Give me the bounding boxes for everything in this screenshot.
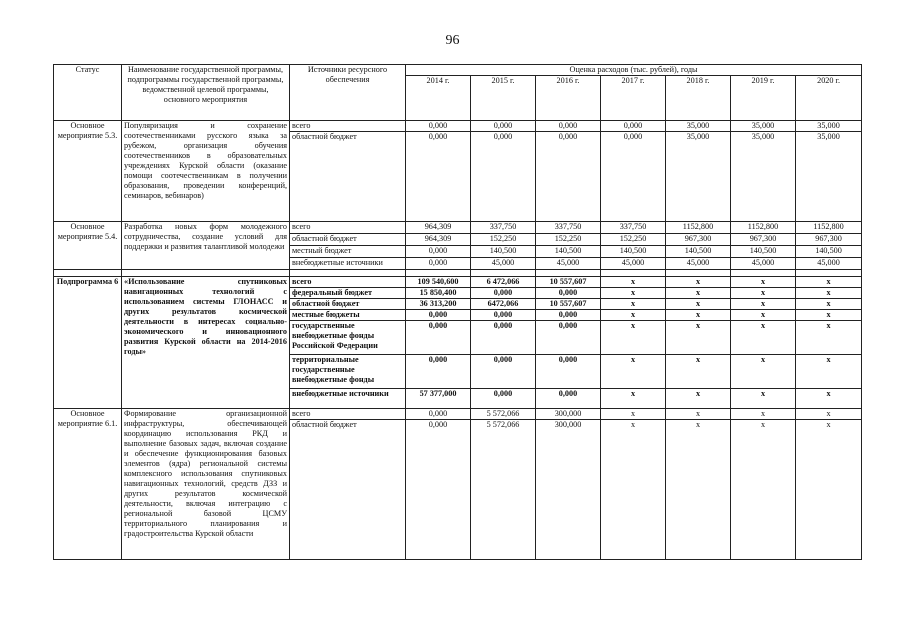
expense-value-cell: 300,000 [536, 420, 601, 560]
expense-value-cell: 35,000 [731, 121, 796, 132]
expense-value-cell: x [601, 389, 666, 409]
header-year: 2016 г. [536, 76, 601, 121]
expense-value-cell: x [666, 409, 731, 420]
spacer-cell [290, 270, 406, 277]
expense-value-cell: 152,250 [471, 234, 536, 246]
expense-value-cell: 0,000 [471, 121, 536, 132]
expense-value-cell: 0,000 [406, 355, 471, 389]
expense-value-cell: 45,000 [796, 258, 862, 270]
expense-value-cell: 36 313,200 [406, 299, 471, 310]
expense-value-cell: 152,250 [601, 234, 666, 246]
header-year: 2015 г. [471, 76, 536, 121]
expense-value-cell: 0,000 [406, 420, 471, 560]
page-number: 96 [445, 33, 460, 48]
expense-value-cell: 0,000 [601, 132, 666, 222]
expense-value-cell: 10 557,607 [536, 299, 601, 310]
spacer-cell [536, 270, 601, 277]
expense-value-cell: 0,000 [471, 389, 536, 409]
table-row [54, 222, 862, 234]
funding-source-cell: всего [290, 277, 406, 288]
expense-value-cell: 1152,800 [796, 222, 862, 234]
expense-value-cell: 45,000 [666, 258, 731, 270]
expense-value-cell: 0,000 [406, 310, 471, 321]
expense-value-cell: 1152,800 [666, 222, 731, 234]
expense-value-cell: 109 540,600 [406, 277, 471, 288]
expense-value-cell: 140,500 [666, 246, 731, 258]
expense-value-cell: x [731, 277, 796, 288]
expense-value-cell: 6472,066 [471, 299, 536, 310]
expense-value-cell: 35,000 [796, 121, 862, 132]
expense-value-cell: 0,000 [406, 132, 471, 222]
expense-value-cell: 0,000 [536, 355, 601, 389]
expense-value-cell: x [731, 288, 796, 299]
funding-source-cell: всего [290, 409, 406, 420]
expense-value-cell: 10 557,607 [536, 277, 601, 288]
expense-value-cell: 0,000 [406, 121, 471, 132]
expense-value-cell: 0,000 [406, 409, 471, 420]
expense-value-cell: 967,300 [796, 234, 862, 246]
expense-value-cell: x [601, 277, 666, 288]
expense-value-cell: 5 572,066 [471, 409, 536, 420]
expense-value-cell: 140,500 [731, 246, 796, 258]
expense-value-cell: x [796, 420, 862, 560]
funding-source-cell: областной бюджет [290, 420, 406, 560]
expense-value-cell: 337,750 [601, 222, 666, 234]
header-year: 2017 г. [601, 76, 666, 121]
funding-source-cell: областной бюджет [290, 132, 406, 222]
funding-source-cell: государственные внебюджетные фонды Российской Федерации [290, 321, 406, 355]
header-status: Статус [54, 65, 122, 121]
funding-source-cell: территориальные государственные внебюджетные фонды [290, 355, 406, 389]
expense-value-cell: 140,500 [471, 246, 536, 258]
expense-value-cell: x [666, 420, 731, 560]
expense-value-cell: 5 572,066 [471, 420, 536, 560]
expense-value-cell: 337,750 [471, 222, 536, 234]
expense-value-cell: x [601, 420, 666, 560]
funding-source-cell: всего [290, 121, 406, 132]
expense-value-cell: 6 472,066 [471, 277, 536, 288]
expense-value-cell: 57 377,000 [406, 389, 471, 409]
table-row [54, 277, 862, 288]
expense-value-cell: 300,000 [536, 409, 601, 420]
expense-value-cell: 0,000 [536, 132, 601, 222]
expense-value-cell: x [731, 299, 796, 310]
program-name-cell: «Использование спутниковых навигационных технологий с использованием системы ГЛОНАСС и других результатов космической деятельности в интересах социально-экономического и инновационного развития Курской области на 2014-2016 годы» [122, 277, 290, 409]
header-expenses: Оценка расходов (тыс. рублей), годы [406, 65, 862, 76]
expense-value-cell: x [601, 310, 666, 321]
spacer-cell [54, 270, 122, 277]
program-name-cell: Формирование организационной инфраструктуры, обеспечивающей координацию использования РКД и выполнение базовых задач, включая создание и обеспечение функционирования базовых элементов (ядра) региональной системы комплексного использования спутниковых навигационных технологий, средств ДЗЗ и других результатов космической деятельности, включая интеграцию с региональной базовой ЦСМУ территориального планирования и градостроительства Курской области [122, 409, 290, 560]
expense-value-cell: x [601, 355, 666, 389]
expense-value-cell: 35,000 [796, 132, 862, 222]
expense-value-cell: x [666, 299, 731, 310]
expense-value-cell: 0,000 [536, 389, 601, 409]
header-sources: Источники ресурсного обеспечения [290, 65, 406, 121]
funding-source-cell: местные бюджеты [290, 310, 406, 321]
expense-value-cell: x [601, 409, 666, 420]
budget-table [53, 64, 862, 560]
expense-value-cell: 967,300 [731, 234, 796, 246]
status-cell: Основное мероприятие 5.4. [54, 222, 122, 270]
expense-value-cell: 964,309 [406, 234, 471, 246]
expense-value-cell: x [731, 409, 796, 420]
expense-value-cell: 0,000 [406, 246, 471, 258]
header-year: 2018 г. [666, 76, 731, 121]
expense-value-cell: 35,000 [666, 132, 731, 222]
expense-value-cell: x [666, 321, 731, 355]
expense-value-cell: 152,250 [536, 234, 601, 246]
funding-source-cell: местный бюджет [290, 246, 406, 258]
expense-value-cell: x [796, 355, 862, 389]
expense-value-cell: x [796, 389, 862, 409]
funding-source-cell: внебюджетные источники [290, 389, 406, 409]
expense-value-cell: 0,000 [471, 288, 536, 299]
expense-value-cell: 1152,800 [731, 222, 796, 234]
expense-value-cell: 45,000 [601, 258, 666, 270]
funding-source-cell: всего [290, 222, 406, 234]
expense-value-cell: x [731, 389, 796, 409]
program-name-cell: Популяризация и сохранение соотечественниками русского языка за рубежом, организация обучения соотечественников в образовательных учреждениях Курской области (оказание помощи соотечественникам в получении образования, проведении конференций, семинаров, вебинаров) [122, 121, 290, 222]
header-year: 2020 г. [796, 76, 862, 121]
expense-value-cell: x [731, 355, 796, 389]
funding-source-cell: федеральный бюджет [290, 288, 406, 299]
expense-value-cell: 45,000 [731, 258, 796, 270]
expense-value-cell: x [796, 409, 862, 420]
header-year: 2014 г. [406, 76, 471, 121]
expense-value-cell: x [666, 288, 731, 299]
expense-value-cell: x [666, 277, 731, 288]
expense-value-cell: x [731, 321, 796, 355]
spacer-row [54, 270, 862, 277]
table-header [54, 65, 862, 121]
expense-value-cell: x [666, 310, 731, 321]
program-name-cell: Разработка новых форм молодежного сотрудничества, создание условий для поддержки и развития талантливой молодежи [122, 222, 290, 270]
expense-value-cell: 964,309 [406, 222, 471, 234]
spacer-cell [666, 270, 731, 277]
expense-value-cell: 15 850,400 [406, 288, 471, 299]
expense-value-cell: x [601, 321, 666, 355]
expense-value-cell: x [601, 299, 666, 310]
expense-value-cell: 45,000 [536, 258, 601, 270]
expense-value-cell: 35,000 [731, 132, 796, 222]
funding-source-cell: областной бюджет [290, 299, 406, 310]
expense-value-cell: x [731, 310, 796, 321]
expense-value-cell: x [601, 288, 666, 299]
expense-value-cell: 0,000 [471, 355, 536, 389]
table-row [54, 409, 862, 420]
funding-source-cell: областной бюджет [290, 234, 406, 246]
expense-value-cell: 0,000 [471, 321, 536, 355]
expense-value-cell: 967,300 [666, 234, 731, 246]
spacer-cell [122, 270, 290, 277]
funding-source-cell: внебюджетные источники [290, 258, 406, 270]
expense-value-cell: x [796, 288, 862, 299]
expense-value-cell: 0,000 [406, 321, 471, 355]
expense-value-cell: x [796, 321, 862, 355]
expense-value-cell: 0,000 [601, 121, 666, 132]
expense-value-cell: 0,000 [536, 321, 601, 355]
expense-value-cell: x [731, 420, 796, 560]
expense-value-cell: 0,000 [536, 288, 601, 299]
expense-value-cell: 140,500 [601, 246, 666, 258]
expense-value-cell: 140,500 [796, 246, 862, 258]
spacer-cell [406, 270, 471, 277]
expense-value-cell: x [666, 389, 731, 409]
table-row [54, 121, 862, 132]
expense-value-cell: x [796, 299, 862, 310]
spacer-cell [731, 270, 796, 277]
expense-value-cell: 35,000 [666, 121, 731, 132]
status-cell: Основное мероприятие 5.3. [54, 121, 122, 222]
expense-value-cell: x [796, 310, 862, 321]
status-cell: Подпрограмма 6 [54, 277, 122, 409]
spacer-cell [796, 270, 862, 277]
header-year: 2019 г. [731, 76, 796, 121]
expense-value-cell: 0,000 [536, 121, 601, 132]
table-body [54, 121, 862, 560]
spacer-cell [471, 270, 536, 277]
expense-value-cell: 140,500 [536, 246, 601, 258]
expense-value-cell: 45,000 [471, 258, 536, 270]
expense-value-cell: 0,000 [471, 310, 536, 321]
expense-value-cell: 0,000 [471, 132, 536, 222]
expense-value-cell: 0,000 [536, 310, 601, 321]
spacer-cell [601, 270, 666, 277]
expense-value-cell: x [796, 277, 862, 288]
status-cell: Основное мероприятие 6.1. [54, 409, 122, 560]
expense-value-cell: 0,000 [406, 258, 471, 270]
expense-value-cell: x [666, 355, 731, 389]
expense-value-cell: 337,750 [536, 222, 601, 234]
header-name: Наименование государственной программы, подпрограммы государственной программы, ведомственной целевой программы, основного мероприятия [122, 65, 290, 121]
